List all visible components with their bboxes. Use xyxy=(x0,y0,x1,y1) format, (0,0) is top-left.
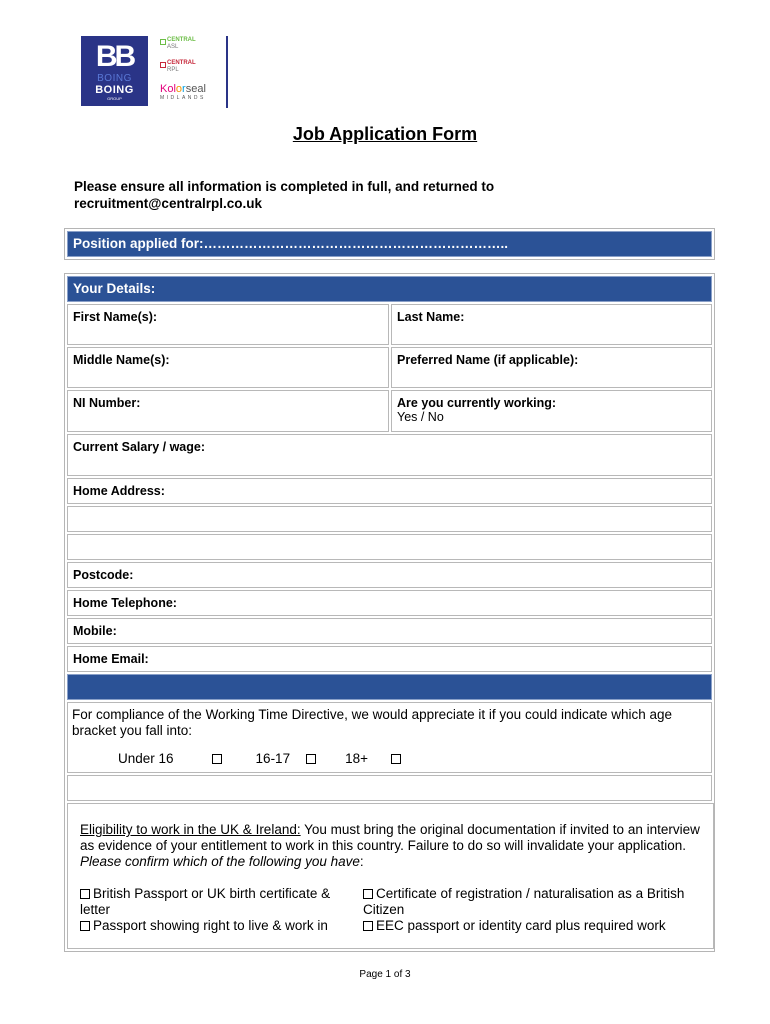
middle-name-field[interactable]: Middle Name(s): xyxy=(67,347,389,388)
central-asl-square-icon xyxy=(160,39,166,45)
age-bracket-section xyxy=(67,702,712,773)
age-18-plus-label: 18+ xyxy=(345,751,368,766)
current-salary-field[interactable]: Current Salary / wage: xyxy=(67,434,712,476)
option-certificate-registration[interactable]: Certificate of registration / naturalisation as a British Citizen xyxy=(363,886,685,917)
checkbox-icon[interactable] xyxy=(80,921,90,931)
eligibility-heading: Eligibility to work in the UK & Ireland: xyxy=(80,822,301,837)
home-address-line-2[interactable] xyxy=(67,506,712,532)
kolorseal-midlands: MIDLANDS xyxy=(160,95,206,101)
central-rpl-square-icon xyxy=(160,62,166,68)
position-table xyxy=(64,228,715,260)
option-passport-right-to-work[interactable]: Passport showing right to live & work in xyxy=(80,918,363,934)
section-divider-bar xyxy=(67,674,712,700)
intro-text: Please ensure all information is completed in full, and returned to recruitment@centralrpl.co.uk xyxy=(74,179,495,211)
position-applied-field[interactable]: Position applied for:………………………………………………………….. xyxy=(67,231,712,257)
ni-number-field[interactable]: NI Number: xyxy=(67,390,389,432)
page-number: Page 1 of 3 xyxy=(359,969,411,980)
currently-working-options[interactable]: Yes / No xyxy=(397,410,444,424)
brand-logos xyxy=(160,37,226,102)
checkbox-icon[interactable] xyxy=(363,921,373,931)
preferred-name-field[interactable]: Preferred Name (if applicable): xyxy=(391,347,712,388)
age-16-17-label: 16-17 xyxy=(255,751,291,766)
boing-group-word: GROUP xyxy=(107,96,122,101)
boing-group-logo xyxy=(81,36,148,106)
currently-working-label: Are you currently working: xyxy=(397,396,557,410)
age-under-16-checkbox[interactable] xyxy=(212,754,222,764)
age-bracket-text: For compliance of the Working Time Directive, we would appreciate it if you could indicate which age bracket you fall into: xyxy=(72,707,673,738)
home-telephone-field[interactable]: Home Telephone: xyxy=(67,590,712,616)
boing-word: BOING xyxy=(95,84,134,96)
page-title: Job Application Form xyxy=(292,124,478,144)
kolorseal-logo: Kolorseal xyxy=(160,83,206,95)
eligibility-options xyxy=(80,886,703,934)
home-email-field[interactable]: Home Email: xyxy=(67,646,712,672)
home-address-line-3[interactable] xyxy=(67,534,712,560)
logo-divider xyxy=(226,36,228,108)
eligibility-text: Eligibility to work in the UK & Ireland: You must bring the original documentation if invited to an interview as evidence of your entitlement to work in this country. Failure to do so will invalidate your application. Please confirm which of the following you have: xyxy=(80,822,700,869)
eligibility-section xyxy=(67,803,714,949)
option-eec-passport[interactable]: EEC passport or identity card plus required work xyxy=(363,918,703,934)
boing-word-outline: BOING xyxy=(97,73,132,84)
age-bracket-options xyxy=(72,751,707,767)
bb-monogram: BB xyxy=(95,40,134,73)
postcode-field[interactable]: Postcode: xyxy=(67,562,712,588)
age-16-17-checkbox[interactable] xyxy=(306,754,316,764)
first-name-field[interactable]: First Name(s): xyxy=(67,304,389,345)
age-18-plus-checkbox[interactable] xyxy=(391,754,401,764)
home-address-field[interactable]: Home Address: xyxy=(67,478,712,504)
option-british-passport[interactable]: British Passport or UK birth certificate & letter xyxy=(80,886,331,917)
your-details-table xyxy=(64,273,715,952)
eligibility-confirm: Please confirm which of the following you have xyxy=(80,854,360,869)
last-name-field[interactable]: Last Name: xyxy=(391,304,712,345)
blank-row xyxy=(67,775,712,801)
checkbox-icon[interactable] xyxy=(363,889,373,899)
currently-working-field[interactable] xyxy=(391,390,712,432)
checkbox-icon[interactable] xyxy=(80,889,90,899)
age-under-16-label: Under 16 xyxy=(118,751,174,766)
mobile-field[interactable]: Mobile: xyxy=(67,618,712,644)
central-rpl-logo: CENTRAL RPL xyxy=(160,60,226,83)
your-details-header: Your Details: xyxy=(67,276,712,302)
central-asl-logo: CENTRAL ASL xyxy=(160,37,226,60)
